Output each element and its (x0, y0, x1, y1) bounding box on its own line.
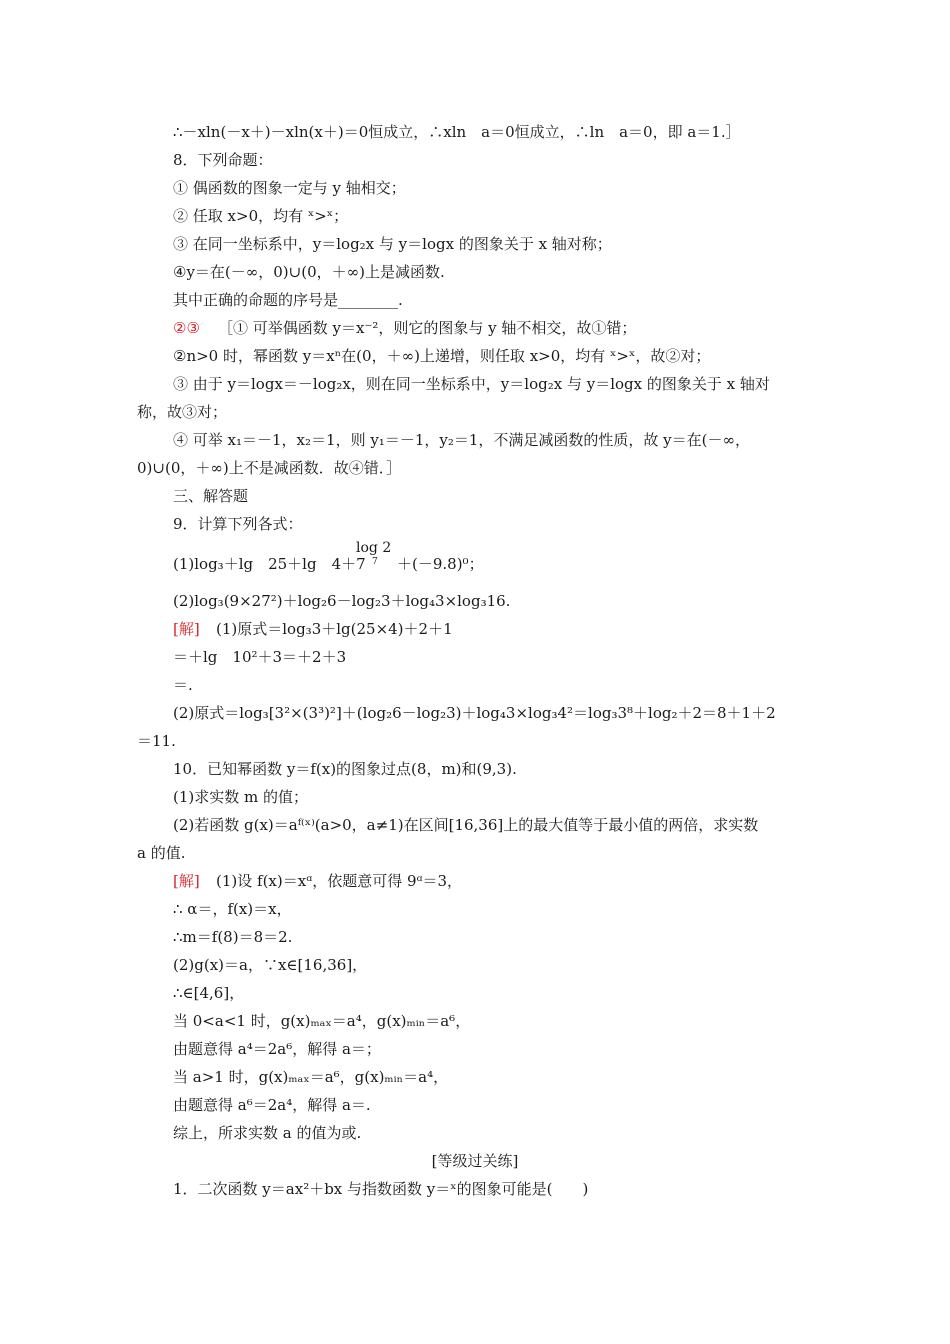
solution-mark: [解] (173, 872, 200, 890)
line-text: 三、解答题 (173, 487, 249, 505)
line-text: 9．计算下列各式： (173, 515, 303, 533)
line-text: ④ 可举 x₁＝－1，x₂＝1，则 y₁＝－1，y₂＝1，不满足减函数的性质，故 y＝在(－∞， (173, 431, 750, 449)
line-text: 称，故③对； (137, 403, 228, 421)
line-text: (1)求实数 m 的值； (173, 788, 309, 806)
text-line (0, 1094, 950, 1116)
line-text: (2)log₃(9×27²)＋log₂6－log₂3＋log₄3×log₃16. (173, 592, 511, 610)
text-line (0, 730, 950, 752)
proposition-2 (0, 205, 950, 227)
line-text: (1)原式＝log₃3＋lg(25×4)＋2＋1 (216, 620, 453, 638)
text-line (0, 926, 950, 948)
line-text: ［① 可举偶函数 y＝x⁻²，则它的图象与 y 轴不相交，故①错； (218, 319, 637, 337)
text-line (0, 842, 950, 864)
line-text: (2)若函数 g(x)＝aᶠ⁽ˣ⁾(a>0，a≠1)在区间[16,36]上的最大值等于最小值的两倍，求实数 (173, 816, 759, 834)
section-heading (0, 485, 950, 507)
line-text: 由题意得 a⁶＝2a⁴，解得 a＝. (173, 1096, 371, 1114)
line-text: ③ 由于 y＝logx＝－log₂x，则在同一坐标系中，y＝log₂x 与 y＝logx 的图象关于 x 轴对 (173, 375, 770, 393)
question-8-blank (0, 289, 950, 311)
question-10-title (0, 758, 950, 780)
text-line (0, 898, 950, 920)
text-line (0, 345, 950, 367)
line-text: ∴－xln(－x＋)－xln(x＋)＝0恒成立，∴xln a＝0恒成立，∴ln a＝0，即 a＝1.］ (173, 123, 741, 141)
line-text: ④y＝在(－∞，0)∪(0，＋∞)上是减函数. (173, 263, 445, 281)
text-line (0, 121, 950, 143)
line-text: ∴∈[4,6]， (173, 984, 245, 1002)
line-text: [等级过关练] (431, 1152, 519, 1170)
text-line (0, 373, 950, 395)
line-text: ① 偶函数的图象一定与 y 轴相交； (173, 179, 406, 197)
solution-mark: [解] (173, 620, 200, 638)
line-text: 8．下列命题： (173, 151, 273, 169)
text-line (0, 429, 950, 451)
line-text: ∴m＝f(8)＝8＝2. (173, 928, 293, 946)
line-text: ＝11. (137, 732, 176, 750)
proposition-3 (0, 233, 950, 255)
text-line (0, 401, 950, 423)
answer-mark: ②③ (173, 319, 200, 337)
line-text: (1)设 f(x)＝xᵅ，依题意可得 9ᵅ＝3， (216, 872, 463, 890)
answer-8 (0, 317, 950, 339)
line-text: ＝＋lg 10²＋3＝＋2＋3 (173, 648, 347, 666)
text-line (0, 702, 950, 724)
text-line (0, 954, 950, 976)
line-text: 综上，所求实数 a 的值为或. (173, 1124, 362, 1142)
section-heading-level-practice (0, 1150, 950, 1172)
solution-10 (0, 870, 950, 892)
line-text: ②n>0 时，幂函数 y＝xⁿ在(0，＋∞)上递增，则任取 x>0，均有 ˣ>ˣ，故②对； (173, 347, 711, 365)
text-line (0, 1038, 950, 1060)
line-text: ③ 在同一坐标系中，y＝log₂x 与 y＝logx 的图象关于 x 轴对称； (173, 235, 612, 253)
line-text: 1．二次函数 y＝ax²＋bx 与指数函数 y＝ˣ的图象可能是( ) (173, 1180, 589, 1198)
text-line (0, 646, 950, 668)
text-line (0, 982, 950, 1004)
question-9-part-1 (0, 540, 950, 575)
line-text: a 的值. (137, 844, 186, 862)
question-8-title (0, 149, 950, 171)
line-text: 当 a>1 时，g(x)ₘₐₓ＝a⁶，g(x)ₘᵢₙ＝a⁴， (173, 1068, 449, 1086)
exponent-subscript: 7 (372, 557, 378, 567)
line-text: 当 0<a<1 时，g(x)ₘₐₓ＝a⁴，g(x)ₘᵢₙ＝a⁶， (173, 1012, 471, 1030)
text-line (0, 1122, 950, 1144)
line-text: ∴ α＝，f(x)＝x， (173, 900, 292, 918)
exponent-text: log 2 (356, 540, 392, 556)
text-line (0, 457, 950, 479)
proposition-1 (0, 177, 950, 199)
line-text: ② 任取 x>0，均有 ˣ>ˣ； (173, 207, 349, 225)
question-9-part-2 (0, 590, 950, 612)
text-line (0, 1066, 950, 1088)
line-text: ＋(－9.8)⁰； (397, 555, 484, 573)
question-10-part-1 (0, 786, 950, 808)
line-text: 由题意得 a⁴＝2a⁶，解得 a＝； (173, 1040, 381, 1058)
question-10-part-2 (0, 814, 950, 836)
line-text: ＝. (173, 676, 193, 694)
question-1-title (0, 1178, 950, 1200)
line-text: (1)log₃＋lg 25＋lg 4＋7 (173, 555, 366, 573)
text-line (0, 1010, 950, 1032)
line-text: 10．已知幂函数 y＝f(x)的图象过点(8，m)和(9,3). (173, 760, 517, 778)
proposition-4 (0, 261, 950, 283)
solution-9 (0, 618, 950, 640)
text-line (0, 674, 950, 696)
question-9-title (0, 513, 950, 535)
line-text: (2)g(x)＝a，∵x∈[16,36]， (173, 956, 368, 974)
line-text: (2)原式＝log₃[3²×(3³)²]＋(log₂6－log₂3)＋log₄3×log₃4²＝log₃3⁸＋log₂＋2＝8＋1＋2 (173, 704, 776, 722)
line-text: 0)∪(0，＋∞)上不是减函数．故④错．］ (137, 459, 402, 477)
line-text: 其中正确的命题的序号是________. (173, 291, 403, 309)
